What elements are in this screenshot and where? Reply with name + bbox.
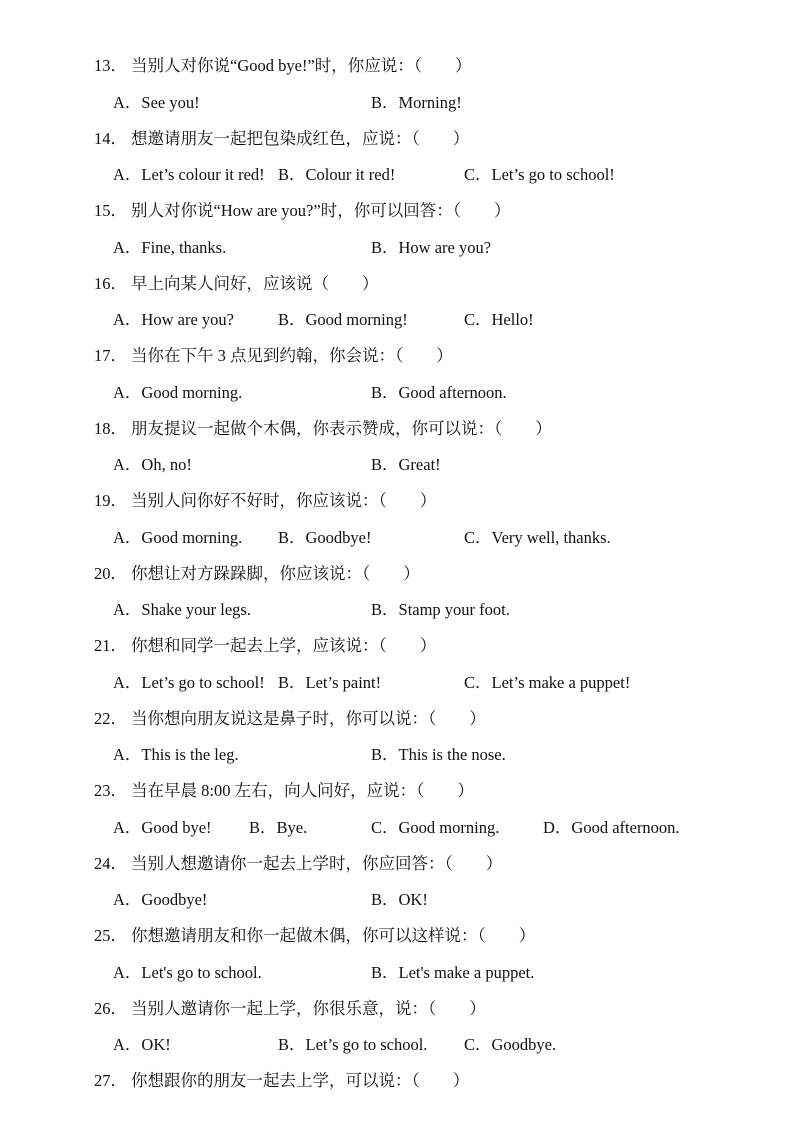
option-text: How are you? [398,237,492,257]
option-label: C． [464,1035,492,1054]
question-number: 14． [94,128,127,148]
question-number: 18． [94,418,127,438]
option-label: C． [464,165,492,184]
option-b[interactable] [371,92,462,114]
option-text: Let's make a puppet. [398,962,535,982]
option-a[interactable] [113,744,239,766]
options-row [113,92,753,114]
option-text: Oh, no! [141,455,192,474]
option-a[interactable] [113,454,192,476]
question-19 [94,490,436,512]
option-c[interactable] [464,309,534,331]
question-text: 你想邀请朋友和你一起做木偶，你可以这样说：（ ） [131,926,536,945]
option-label: B． [371,745,399,764]
question-16 [94,273,379,295]
option-label: A． [113,165,142,184]
option-text: Good afternoon. [571,817,680,837]
option-label: B． [371,92,399,112]
option-text: Great! [398,455,441,474]
question-text: 当别人问你好不好时，你应该说：（ ） [131,491,437,510]
option-label: B． [371,962,399,982]
option-a[interactable] [113,164,265,186]
option-label: A． [113,745,142,764]
option-c[interactable] [464,164,615,186]
option-label: B． [371,237,399,257]
option-text: OK! [398,890,428,909]
question-26 [94,998,486,1020]
question-number: 23． [94,781,127,800]
options-row [113,1034,753,1056]
option-b[interactable] [371,237,491,259]
options-row [113,309,753,331]
option-label: B． [278,672,306,692]
option-text: Hello! [491,310,534,329]
option-text: Let’s go to school. [305,1035,428,1054]
option-a[interactable] [113,962,262,984]
question-18 [94,418,552,440]
options-row [113,889,753,911]
option-text: See you! [141,92,200,112]
question-text: 早上向某人问好，应该说（ ） [131,273,379,293]
options-row [113,164,753,186]
question-number: 19． [94,491,127,510]
option-a[interactable] [113,889,207,911]
option-label: A． [113,600,142,619]
question-text: 当你想向朋友说这是鼻子时，你可以说：（ ） [131,708,486,728]
options-row [113,237,753,259]
option-text: Goodbye! [305,527,372,547]
option-label: B． [371,382,399,402]
option-label: B． [278,310,306,329]
question-text: 当别人想邀请你一起去上学时，你应回答：（ ） [131,853,503,873]
question-number: 21． [94,636,127,655]
question-text: 别人对你说“How are you?”时，你可以回答：（ ） [131,201,511,220]
question-text: 朋友提议一起做个木偶，你表示赞成，你可以说：（ ） [131,418,552,438]
option-label: C． [464,672,492,692]
option-a[interactable] [113,1034,171,1056]
option-text: OK! [141,1035,171,1054]
option-c[interactable] [371,817,499,839]
option-text: Stamp your foot. [398,600,510,619]
option-c[interactable] [464,1034,556,1056]
option-text: How are you? [141,310,234,329]
option-label: A． [113,962,142,982]
option-label: B． [249,817,277,837]
question-number: 17． [94,346,127,365]
question-text: 当在早晨 8:00 左右，向人问好，应说：（ ） [131,781,474,800]
question-number: 13． [94,56,127,75]
option-c[interactable] [464,527,611,549]
question-text: 当别人邀请你一起上学，你很乐意，说：（ ） [131,998,486,1018]
option-b[interactable] [278,164,395,186]
option-label: D． [543,817,572,837]
option-text: This is the nose. [398,745,506,764]
option-b[interactable] [278,1034,427,1056]
question-13 [94,55,472,77]
question-number: 26． [94,998,127,1018]
question-number: 16． [94,273,127,293]
option-text: Let's go to school. [141,962,262,982]
option-b[interactable] [371,454,441,476]
option-text: Bye. [276,817,308,837]
option-label: A． [113,237,142,257]
option-a[interactable] [113,527,242,549]
options-row [113,744,753,766]
option-a[interactable] [113,309,234,331]
option-b[interactable] [371,599,510,621]
option-a[interactable] [113,672,265,694]
option-text: Good morning. [141,527,243,547]
question-24 [94,853,502,875]
option-text: Good morning! [305,310,408,329]
option-b[interactable] [371,889,428,911]
option-label: A． [113,382,142,402]
option-d[interactable] [543,817,680,839]
option-text: Goodbye! [141,890,208,909]
option-a[interactable] [113,382,242,404]
option-text: Let’s go to school! [141,672,265,692]
option-label: A． [113,672,142,692]
option-label: A． [113,92,142,112]
option-a[interactable] [113,599,251,621]
option-text: This is the leg. [141,745,239,764]
question-17 [94,345,453,367]
question-number: 24． [94,853,127,873]
option-label: B． [371,890,399,909]
option-text: Let’s paint! [305,672,382,692]
option-b[interactable] [371,382,507,404]
option-label: B． [371,455,399,474]
option-c[interactable] [464,672,630,694]
question-text: 想邀请朋友一起把包染成红色，应说：（ ） [131,128,470,148]
option-text: Let’s go to school! [491,165,615,184]
option-label: A． [113,890,142,909]
option-label: C． [464,527,492,547]
option-label: A． [113,817,142,837]
option-a[interactable] [113,237,226,259]
option-text: Let’s colour it red! [141,165,265,184]
question-number: 25． [94,926,127,945]
question-14 [94,128,469,150]
question-text: 当别人对你说“Good bye!”时，你应说：（ ） [131,56,472,75]
option-text: Very well, thanks. [491,527,611,547]
option-b[interactable] [278,672,381,694]
option-b[interactable] [371,962,534,984]
option-text: Goodbye. [491,1035,557,1054]
options-row [113,527,753,549]
option-text: Good morning. [398,817,500,837]
option-b[interactable] [371,744,506,766]
option-label: B． [278,1035,306,1054]
option-label: B． [278,165,306,184]
question-number: 20． [94,563,127,583]
option-a[interactable] [113,92,200,114]
options-row [113,382,753,404]
question-text: 你想跟你的朋友一起去上学，可以说：（ ） [131,1071,470,1090]
option-label: C． [371,817,399,837]
option-text: Morning! [398,92,462,112]
option-label: B． [371,600,399,619]
option-b[interactable] [249,817,307,839]
option-label: A． [113,1035,142,1054]
option-text: Shake your legs. [141,600,251,619]
options-row [113,672,753,694]
question-text: 你想和同学一起去上学，应该说：（ ） [131,636,437,655]
options-row [113,599,753,621]
question-20 [94,563,420,585]
option-text: Good bye! [141,817,212,837]
question-25 [94,925,535,947]
option-label: A． [113,527,142,547]
option-b[interactable] [278,309,408,331]
option-text: Let’s make a puppet! [491,672,631,692]
options-row [113,817,753,839]
option-label: A． [113,455,142,474]
option-text: Fine, thanks. [141,237,227,257]
question-23 [94,780,474,802]
option-text: Good afternoon. [398,382,507,402]
options-row [113,454,753,476]
question-text: 你想让对方跺跺脚，你应该说：（ ） [131,563,420,583]
option-label: C． [464,310,492,329]
option-text: Good morning. [141,382,243,402]
question-22 [94,708,486,730]
options-row [113,962,753,984]
option-text: Colour it red! [305,165,396,184]
option-label: B． [278,527,306,547]
option-label: A． [113,310,142,329]
question-15 [94,200,510,222]
question-number: 27． [94,1071,127,1090]
question-27 [94,1070,469,1092]
question-number: 22． [94,708,127,728]
option-a[interactable] [113,817,212,839]
option-b[interactable] [278,527,372,549]
question-21 [94,635,436,657]
question-text: 当你在下午 3 点见到约翰，你会说：（ ） [131,346,453,365]
question-number: 15． [94,201,127,220]
